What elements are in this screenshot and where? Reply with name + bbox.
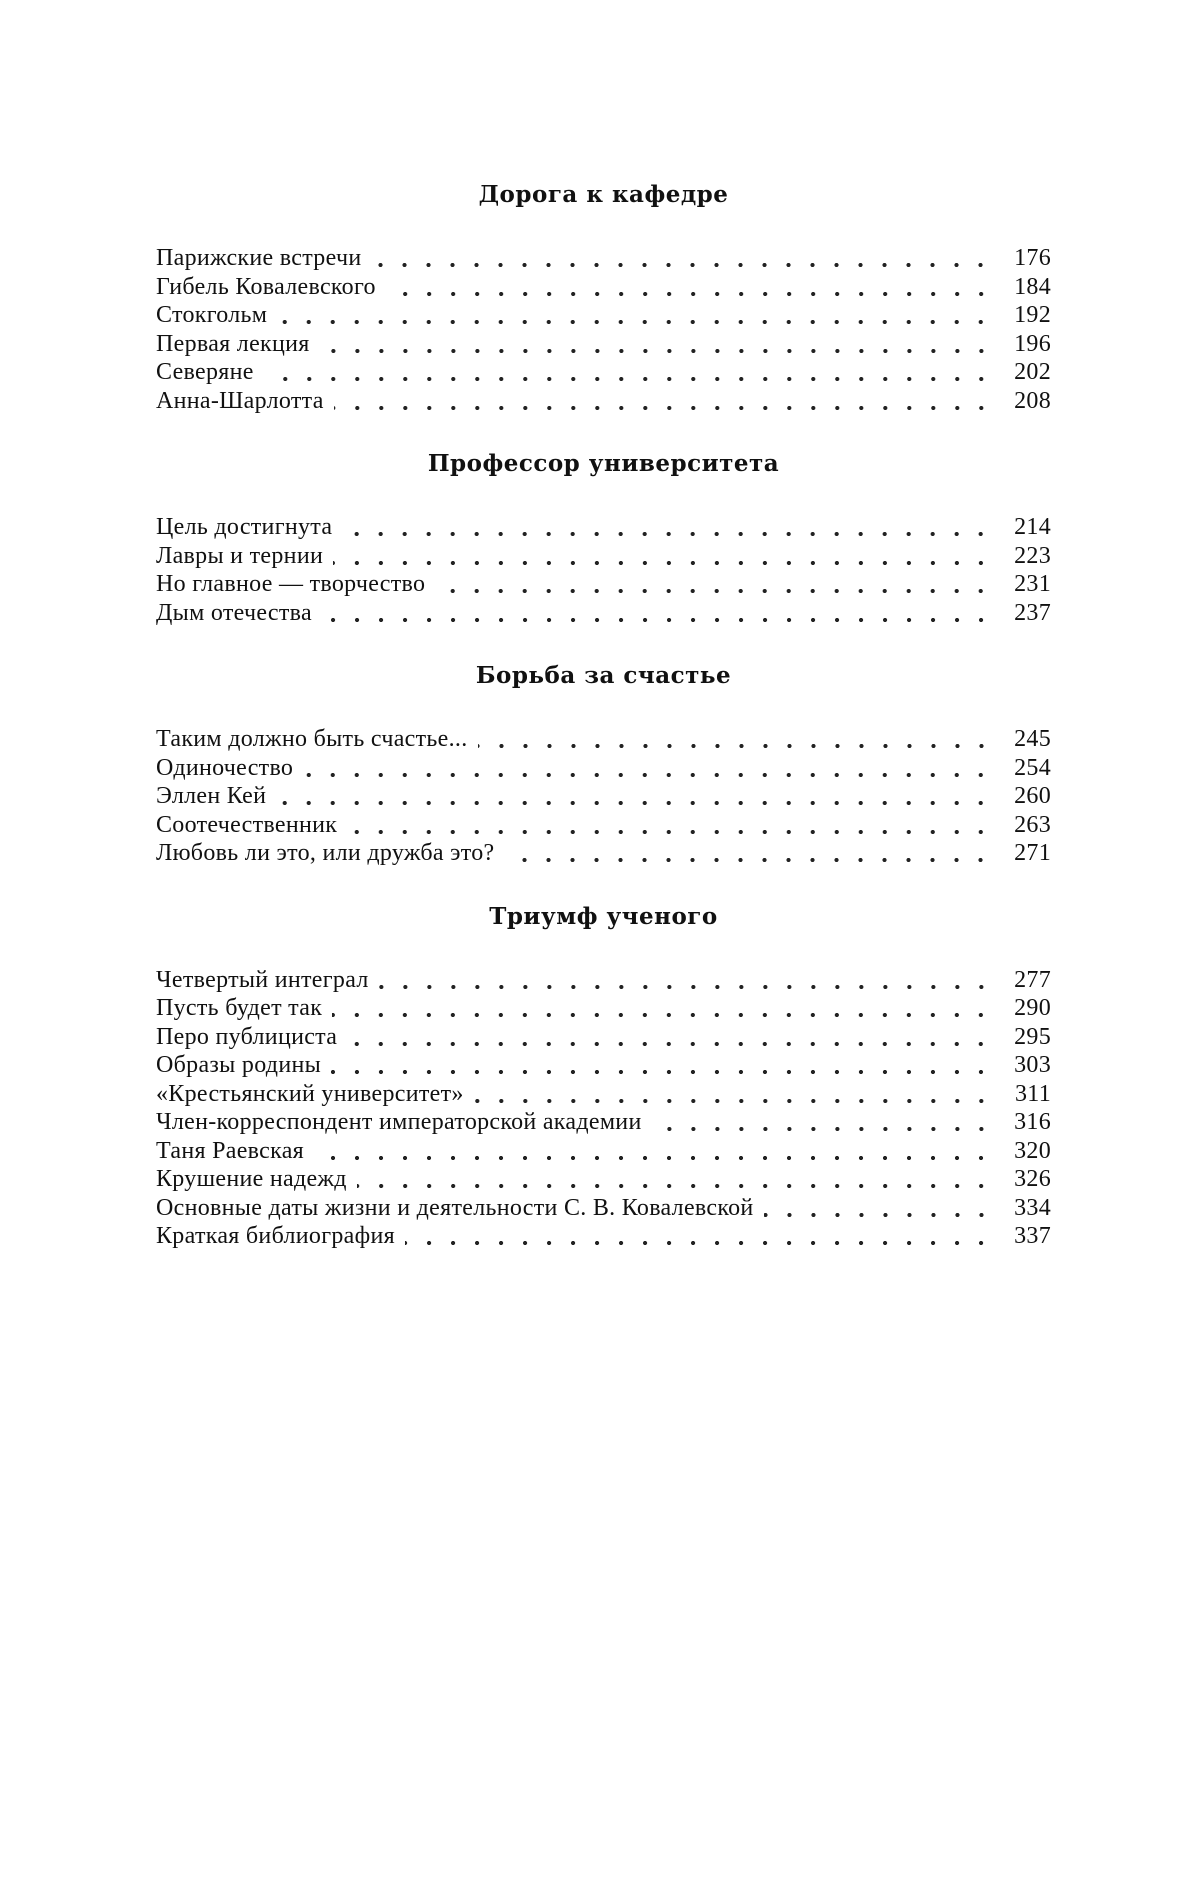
toc-section: [156, 661, 1051, 868]
toc-entry: [156, 387, 1051, 416]
dot-leader: [333, 560, 993, 566]
toc-entry: [156, 599, 1051, 628]
toc-section: [156, 449, 1051, 627]
toc-entry: [156, 244, 1051, 273]
entry-title: Стокгольм: [156, 301, 267, 330]
toc-entry: [156, 1051, 1051, 1080]
dot-leader: [474, 1098, 993, 1104]
entry-page-number: 237: [1005, 599, 1051, 628]
entry-title: Гибель Ковалевского: [156, 273, 376, 302]
entry-page-number: 208: [1005, 387, 1051, 416]
toc-entry: [156, 273, 1051, 302]
entry-page-number: 254: [1005, 754, 1051, 783]
dot-leader: [652, 1126, 993, 1132]
entry-title: Парижские встречи: [156, 244, 361, 273]
entry-page-number: 326: [1005, 1165, 1051, 1194]
toc-entry: [156, 358, 1051, 387]
toc-entry: [156, 1108, 1051, 1137]
entry-title: Одиночество: [156, 754, 293, 783]
dot-leader: [276, 800, 993, 806]
entry-title: Крушение надежд: [156, 1165, 347, 1194]
entry-title: Любовь ли это, или дружба это?: [156, 839, 494, 868]
entry-page-number: 334: [1005, 1194, 1051, 1223]
entry-page-number: 277: [1005, 966, 1051, 995]
entry-title: Образы родины: [156, 1051, 321, 1080]
dot-leader: [435, 588, 993, 594]
dot-leader: [357, 1183, 993, 1189]
entry-title: Соотечественник: [156, 811, 337, 840]
toc-entry: [156, 330, 1051, 359]
entry-title: Таким должно быть счастье...: [156, 725, 468, 754]
dot-leader: [322, 617, 993, 623]
dot-leader: [379, 984, 993, 990]
dot-leader: [332, 1012, 993, 1018]
section-heading: Профессор университета: [156, 449, 1051, 479]
entry-page-number: 245: [1005, 725, 1051, 754]
dot-leader: [331, 1069, 993, 1075]
toc-entry: [156, 513, 1051, 542]
toc-entry: [156, 1080, 1051, 1109]
toc-entry: [156, 725, 1051, 754]
entry-page-number: 337: [1005, 1222, 1051, 1251]
entry-page-number: 231: [1005, 570, 1051, 599]
dot-leader: [347, 829, 993, 835]
toc-entry: [156, 1023, 1051, 1052]
entry-page-number: 290: [1005, 994, 1051, 1023]
entry-page-number: 223: [1005, 542, 1051, 571]
dot-leader: [314, 1155, 993, 1161]
entry-title: Краткая библиография: [156, 1222, 395, 1251]
entry-title: Член-корреспондент императорской академии: [156, 1108, 642, 1137]
entry-title: Дым отечества: [156, 599, 312, 628]
toc-entry: [156, 1222, 1051, 1251]
entry-page-number: 271: [1005, 839, 1051, 868]
toc-entry: [156, 1165, 1051, 1194]
entry-page-number: 260: [1005, 782, 1051, 811]
entry-title: Северяне: [156, 358, 254, 387]
entry-page-number: 311: [1005, 1080, 1051, 1109]
entry-title: Перо публициста: [156, 1023, 337, 1052]
dot-leader: [264, 376, 993, 382]
dot-leader: [386, 291, 993, 297]
entry-page-number: 184: [1005, 273, 1051, 302]
dot-leader: [478, 743, 993, 749]
entry-title: Но главное — творчество: [156, 570, 425, 599]
entry-title: Анна-Шарлотта: [156, 387, 324, 416]
toc-entry: [156, 1194, 1051, 1223]
section-heading: Дорога к кафедре: [156, 180, 1051, 210]
entry-title: Первая лекция: [156, 330, 310, 359]
toc-entry: [156, 782, 1051, 811]
toc-entry: [156, 1137, 1051, 1166]
toc-entry: [156, 570, 1051, 599]
dot-leader: [371, 262, 993, 268]
entry-title: Пусть будет так: [156, 994, 322, 1023]
entry-title: «Крестьянский университет»: [156, 1080, 464, 1109]
entry-page-number: 192: [1005, 301, 1051, 330]
dot-leader: [334, 405, 993, 411]
dot-leader: [320, 348, 993, 354]
section-heading: Триумф ученого: [156, 902, 1051, 932]
toc-entry: [156, 811, 1051, 840]
entry-page-number: 320: [1005, 1137, 1051, 1166]
toc-entry: [156, 301, 1051, 330]
toc-entry: [156, 966, 1051, 995]
table-of-contents: [156, 180, 1051, 1285]
dot-leader: [405, 1240, 993, 1246]
entry-title: Лавры и тернии: [156, 542, 323, 571]
entry-title: Основные даты жизни и деятельности С. В. Ковалевской: [156, 1194, 754, 1223]
entry-title: Таня Раевская: [156, 1137, 304, 1166]
entry-title: Цель достигнута: [156, 513, 332, 542]
entry-title: Эллен Кей: [156, 782, 266, 811]
entry-page-number: 316: [1005, 1108, 1051, 1137]
dot-leader: [764, 1212, 993, 1218]
dot-leader: [277, 319, 993, 325]
section-heading: Борьба за счастье: [156, 661, 1051, 691]
book-page: [0, 0, 1200, 1880]
toc-section: [156, 180, 1051, 415]
dot-leader: [504, 857, 993, 863]
toc-entry: [156, 839, 1051, 868]
toc-section: [156, 902, 1051, 1251]
toc-entry: [156, 542, 1051, 571]
entry-page-number: 214: [1005, 513, 1051, 542]
entry-page-number: 303: [1005, 1051, 1051, 1080]
toc-entry: [156, 994, 1051, 1023]
dot-leader: [342, 531, 993, 537]
entry-page-number: 196: [1005, 330, 1051, 359]
entry-page-number: 202: [1005, 358, 1051, 387]
entry-page-number: 263: [1005, 811, 1051, 840]
entry-title: Четвертый интеграл: [156, 966, 369, 995]
dot-leader: [303, 772, 993, 778]
entry-page-number: 295: [1005, 1023, 1051, 1052]
entry-page-number: 176: [1005, 244, 1051, 273]
dot-leader: [347, 1041, 993, 1047]
toc-entry: [156, 754, 1051, 783]
